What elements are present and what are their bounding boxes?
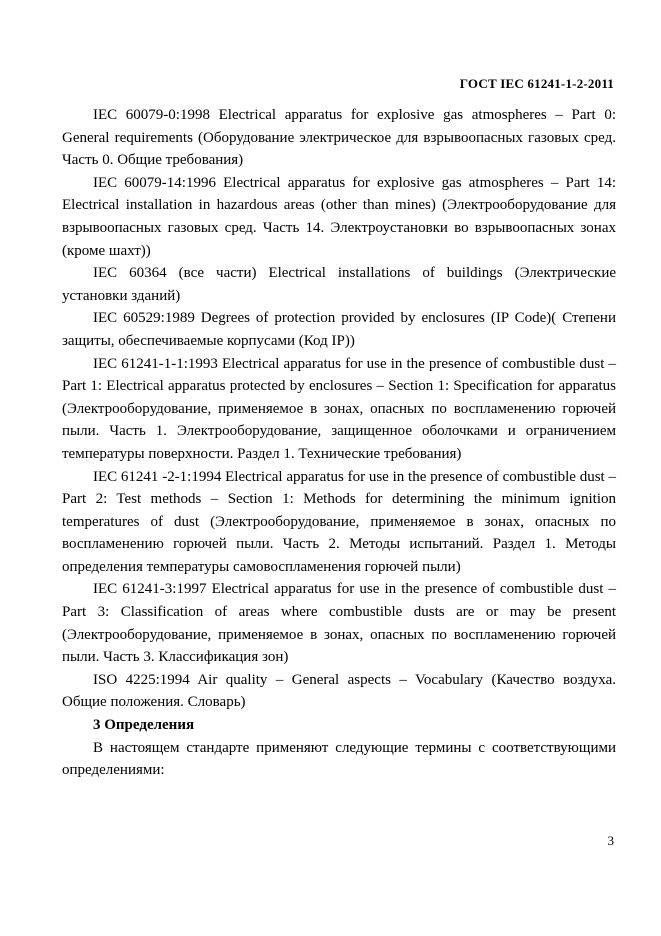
reference-iec-60529: IEC 60529:1989 Degrees of protection provided by enclosures (IP Code)( Степени защиты, обеспечиваемые корпусами (Код IP)) <box>62 310 616 349</box>
reference-iso-4225: ISO 4225:1994 Air quality – General aspects – Vocabulary (Качество воздуха. Общие положения. Словарь) <box>62 671 616 711</box>
reference-iec-61241-1-1: IEC 61241-1-1:1993 Electrical apparatus for use in the presence of combustible dust – Part 1: Electrical apparatus protected by enclosures – Section 1: Specification for apparatus (Электрооборудование, применяемое в зонах, опасных по воспламенению горючей пыли. Часть 1. Электрооборудование, защищенное оболочками и ограничением температуры поверхности. Раздел 1. Технические требования) <box>62 355 616 462</box>
reference-iec-61241-2-1: IEC 61241 -2-1:1994 Electrical apparatus for use in the presence of combustible dust – Part 2: Test methods – Section 1: Methods for determining the minimum ignition temperatures of dust (Электрооборудование, применяемое в зонах, опасных по воспламенению горючей пыли. Часть 2. Методы испытаний. Раздел 1. Методы определения температуры самовоспламенения горючей пыли) <box>62 468 616 575</box>
reference-iec-60079-14: IEC 60079-14:1996 Electrical apparatus for explosive gas atmospheres – Part 14: Electrical installation in hazardous areas (other than mines) (Электрооборудование для взрывоопасных газовых сред. Часть 14. Электроустановки во взрывоопасных зонах (кроме шахт)) <box>62 174 616 259</box>
document-body <box>62 104 616 782</box>
reference-iec-60079-0: IEC 60079-0:1998 Electrical apparatus for explosive gas atmospheres – Part 0: General requirements (Оборудование электрическое для взрывоопасных газовых сред. Часть 0. Общие требования) <box>62 107 616 169</box>
reference-iec-60364: IEC 60364 (все части) Electrical installations of buildings (Электрические установки зданий) <box>62 265 616 304</box>
section-intro: В настоящем стандарте применяют следующие термины с соответствующими определениями: <box>62 739 616 779</box>
reference-iec-61241-3: IEC 61241-3:1997 Electrical apparatus for use in the presence of combustible dust – Part 3: Classification of areas where combustible dusts are or may be present (Электрооборудование, применяемое в зонах, опасных по воспламенению горючей пыли. Часть 3. Классификация зон) <box>62 581 616 666</box>
section-heading: 3 Определения <box>93 717 195 734</box>
page-number: 3 <box>607 833 614 848</box>
document-header: ГОСТ IEC 61241-1-2-2011 <box>459 76 614 91</box>
